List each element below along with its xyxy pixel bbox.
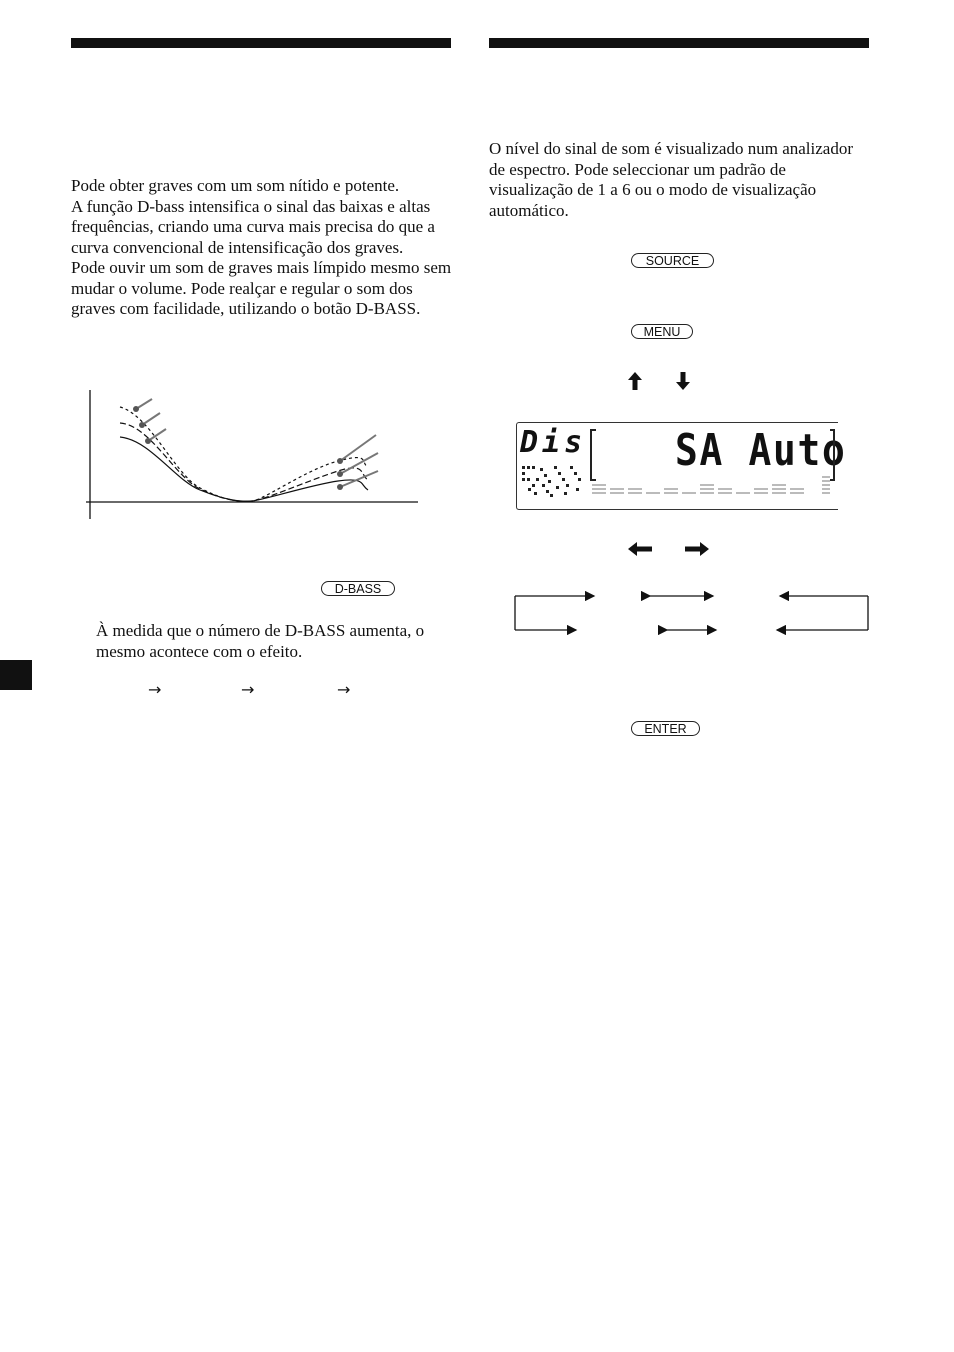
menu-button: MENU — [631, 324, 693, 339]
right-arrow-icon — [685, 542, 709, 556]
dbass-button: D-BASS — [321, 581, 395, 596]
source-button: SOURCE — [631, 253, 714, 268]
up-arrow-icon — [628, 372, 642, 390]
lcd-main-text: SA Auto — [675, 425, 847, 476]
lcd-details — [516, 422, 847, 510]
left-header-rule — [71, 38, 451, 48]
enter-button: ENTER — [631, 721, 700, 736]
sequence-arrow-1: → — [148, 680, 162, 699]
left-arrow-icon — [628, 542, 652, 556]
dbass-description: Pode obter graves com um som nítido e potente. A função D-bass intensifica o sinal das baixas e altas frequências, criando uma curva mais precisa do que a curva convencional de intensificação dos graves. Pode ouvir um som de graves mais límpido mesmo sem mudar o volume. Pode realçar e regular o som dos graves com facilidade, utilizando o botão D-BASS. — [71, 176, 452, 318]
sequence-arrow-3: → — [337, 680, 351, 699]
down-arrow-icon — [676, 372, 690, 390]
sequence-arrow-2: → — [241, 680, 255, 699]
pattern-cycle-diagram — [514, 588, 872, 636]
right-header-rule — [489, 38, 869, 48]
spectrum-description: O nível do sinal de som é visualizado num analizador de espectro. Pode seleccionar um padrão de visualização de 1 a 6 ou o modo de visualização automático. — [489, 139, 853, 220]
dbass-note: À medida que o número de D-BASS aumenta, o mesmo acontece com o efeito. — [96, 621, 425, 661]
page-side-tab — [0, 660, 32, 690]
dbass-curve-graph — [80, 385, 430, 525]
lcd-left-text: Dis — [520, 425, 587, 460]
